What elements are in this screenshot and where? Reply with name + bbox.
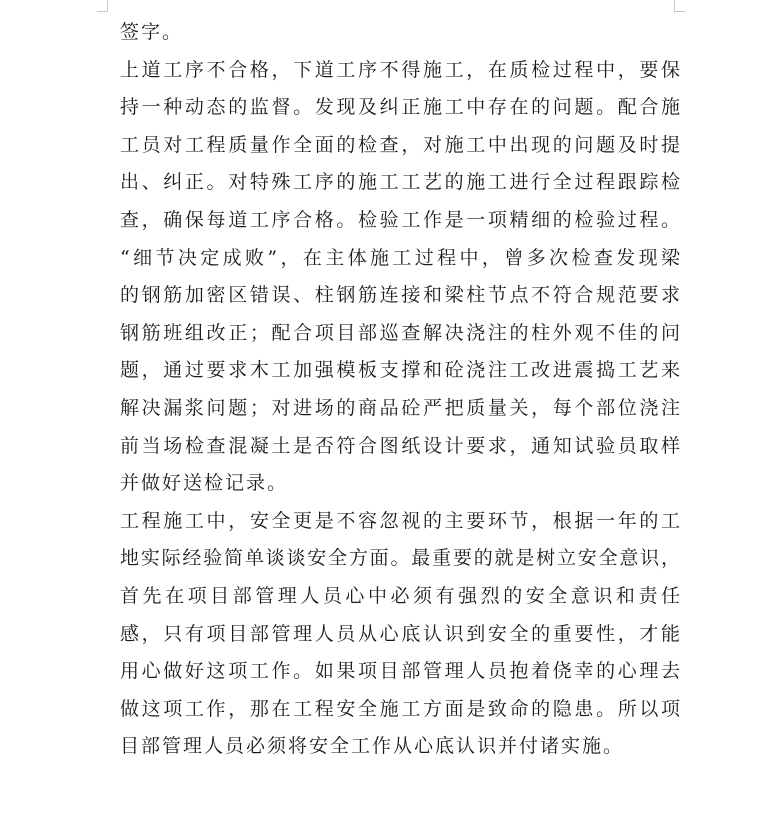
- text-line: 出、纠正。对特殊工序的施工工艺的施工进行全过程跟踪检: [120, 171, 680, 194]
- text-line: 感，只有项目部管理人员从心底认识到安全的重要性，才能: [120, 622, 680, 645]
- text-line: 并做好送检记录。: [120, 472, 289, 495]
- text-line: 用心做好这项工作。如果项目部管理人员抱着侥幸的心理去: [120, 660, 680, 683]
- text-line: 地实际经验简单谈谈安全方面。最重要的就是树立安全意识，: [120, 547, 680, 570]
- crop-mark-top-right: [674, 0, 685, 12]
- text-line: 做这项工作，那在工程安全施工方面是致命的隐患。所以项: [120, 697, 680, 720]
- text-line: 首先在项目部管理人员心中必须有强烈的安全意识和责任: [120, 584, 680, 607]
- document-body: [120, 14, 680, 766]
- text-line: 签字。: [120, 21, 184, 43]
- text-line: 工程施工中，安全更是不容忽视的主要环节，根据一年的工: [120, 509, 680, 532]
- text-line: 题，通过要求木工加强模板支撑和砼浇注工改进震捣工艺来: [120, 359, 680, 382]
- text-line: “细节决定成败”，在主体施工过程中，曾多次检查发现梁: [120, 246, 680, 269]
- crop-mark-top-left: [97, 0, 108, 12]
- text-line: 查，确保每道工序合格。检验工作是一项精细的检验过程。: [120, 208, 680, 231]
- text-line: 钢筋班组改正；配合项目部巡查解决浇注的柱外观不佳的问: [120, 321, 680, 344]
- text-line: 解决漏浆问题；对进场的商品砼严把质量关，每个部位浇注: [120, 396, 680, 419]
- text-line: 上道工序不合格，下道工序不得施工，在质检过程中，要保: [120, 58, 680, 81]
- text-line: 持一种动态的监督。发现及纠正施工中存在的问题。配合施: [120, 96, 680, 119]
- text-line: 工员对工程质量作全面的检查，对施工中出现的问题及时提: [120, 133, 680, 156]
- text-line: 前当场检查混凝土是否符合图纸设计要求，通知试验员取样: [120, 434, 680, 457]
- text-line: 目部管理人员必须将安全工作从心底认识并付诸实施。: [120, 735, 625, 758]
- text-line: 的钢筋加密区错误、柱钢筋连接和梁柱节点不符合规范要求: [120, 284, 680, 307]
